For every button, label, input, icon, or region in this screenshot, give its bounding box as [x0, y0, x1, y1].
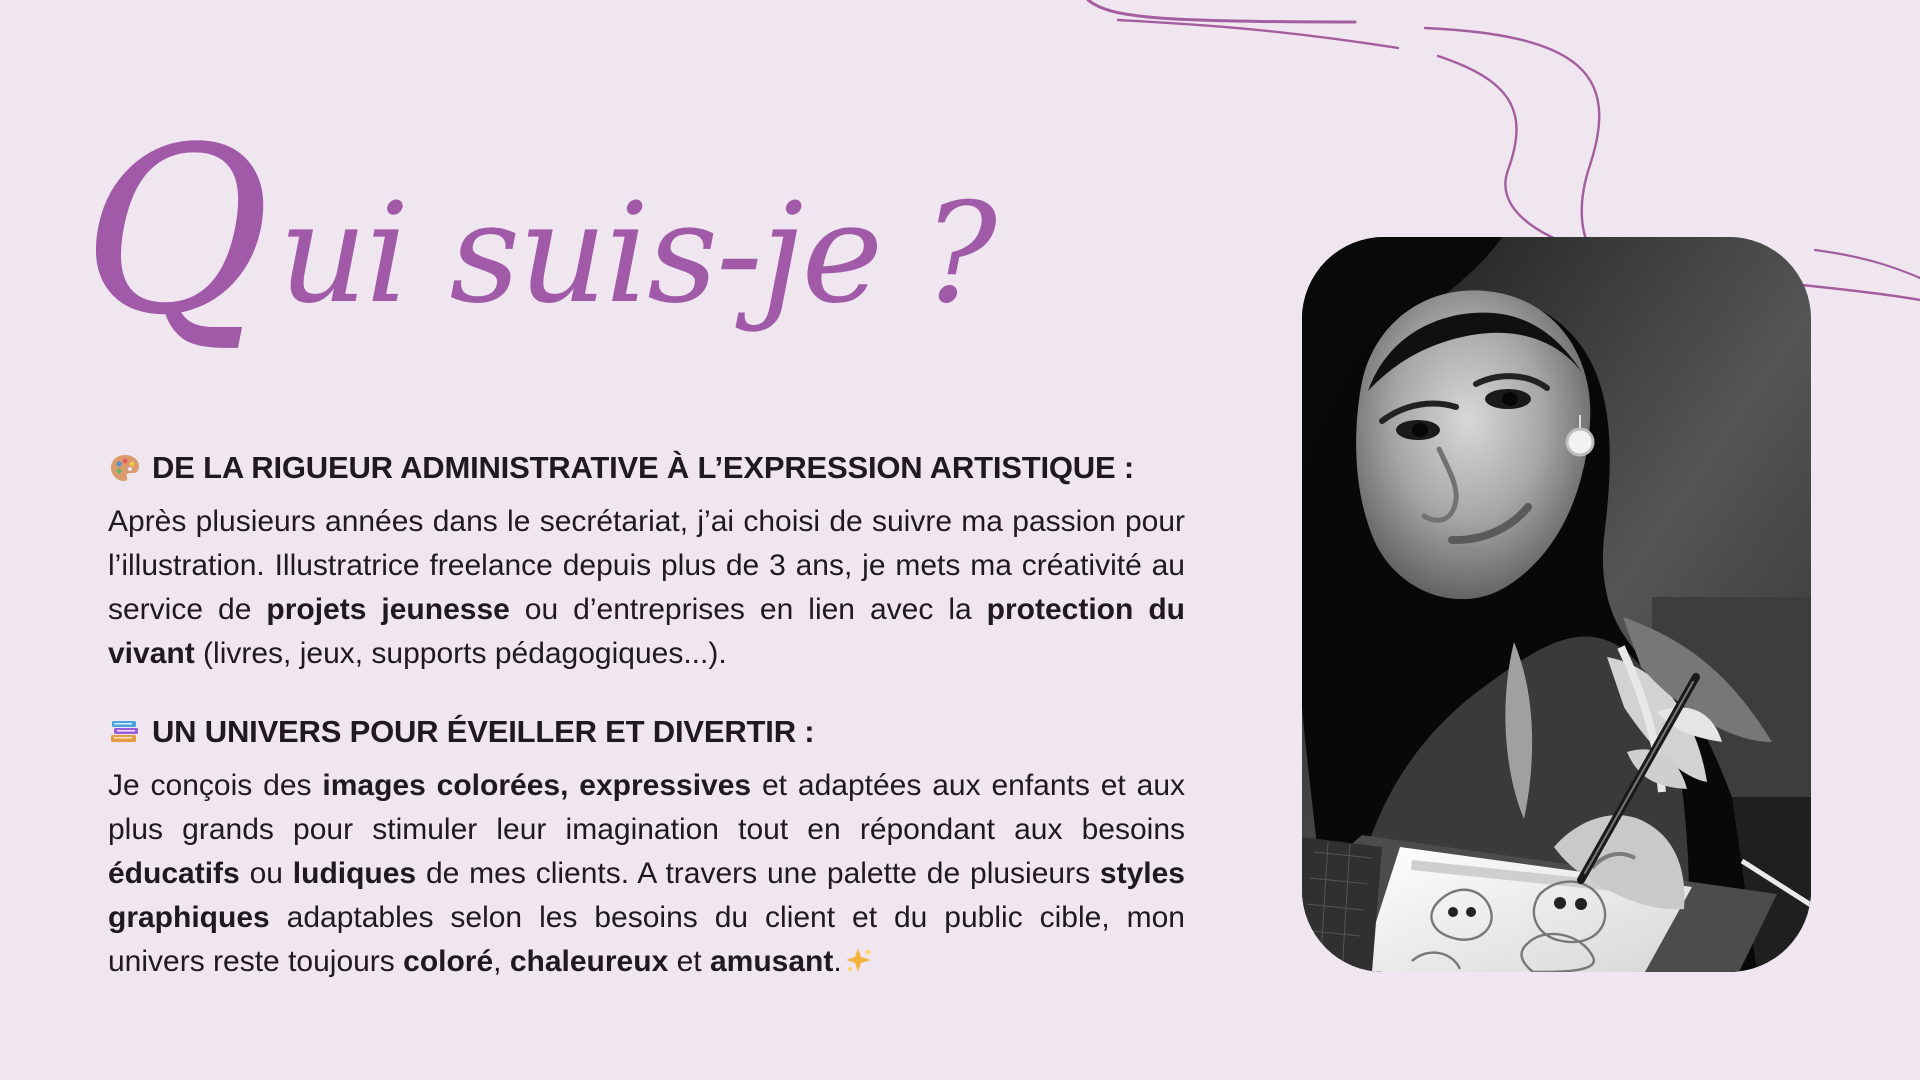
section-heading — [108, 710, 1185, 754]
paragraph-text: Je conçois des — [108, 769, 323, 802]
palette-icon — [108, 451, 142, 485]
paragraph-text: , — [493, 945, 510, 978]
title-initial: Q — [82, 99, 269, 366]
universe-section — [108, 710, 1185, 984]
paragraph-text: et — [668, 945, 710, 978]
books-icon — [108, 715, 142, 749]
portrait-photo — [1302, 237, 1811, 972]
paragraph-text: ou d’entreprises en lien avec la — [509, 593, 987, 626]
section-heading-text: UN UNIVERS POUR ÉVEILLER ET DIVERTIR : — [152, 714, 815, 749]
title-rest: ui suis-je ? — [278, 173, 996, 334]
section-paragraph — [108, 764, 1185, 984]
page-title — [82, 99, 996, 366]
section-heading-text: DE LA RIGUEUR ADMINISTRATIVE À L’EXPRESSION ARTISTIQUE : — [152, 450, 1135, 485]
emphasis-text: protection du vivant — [108, 593, 1185, 670]
emphasis-text: chaleureux — [509, 945, 669, 978]
paragraph-text: et adaptées aux enfants et aux plus grands pour stimuler leur imagination tout en répondant aux besoins — [108, 769, 1186, 846]
emphasis-text: éducatifs — [108, 857, 240, 890]
emphasis-text: amusant — [709, 945, 834, 978]
paragraph-text: ou — [239, 857, 293, 890]
paragraph-text: (livres, jeux, supports pédagogiques...). — [194, 637, 727, 670]
sparkles-icon — [844, 944, 874, 974]
paragraph-text: Après plusieurs années dans le secrétariat, j’ai choisi de suivre ma passion pour l’illustration. Illustratrice freelance depuis plus de 3 ans, je mets ma créativité au service de — [108, 505, 1185, 626]
section-paragraph — [108, 500, 1185, 676]
emphasis-text: ludiques — [292, 857, 417, 890]
paragraph-text: . — [833, 945, 842, 978]
portrait-photo-icon — [1302, 237, 1811, 972]
section-heading — [108, 446, 1185, 490]
paragraph-text: de mes clients. A travers une palette de plusieurs — [416, 857, 1100, 890]
emphasis-text: styles graphiques — [108, 857, 1185, 934]
emphasis-text: coloré — [403, 945, 494, 978]
emphasis-text: images colorées, expressives — [322, 769, 752, 802]
administrative-to-artistic-section — [108, 446, 1185, 676]
emphasis-text: projets jeunesse — [266, 593, 510, 626]
paragraph-text: adaptables selon les besoins du client et du public cible, mon univers reste toujours — [108, 901, 1185, 978]
